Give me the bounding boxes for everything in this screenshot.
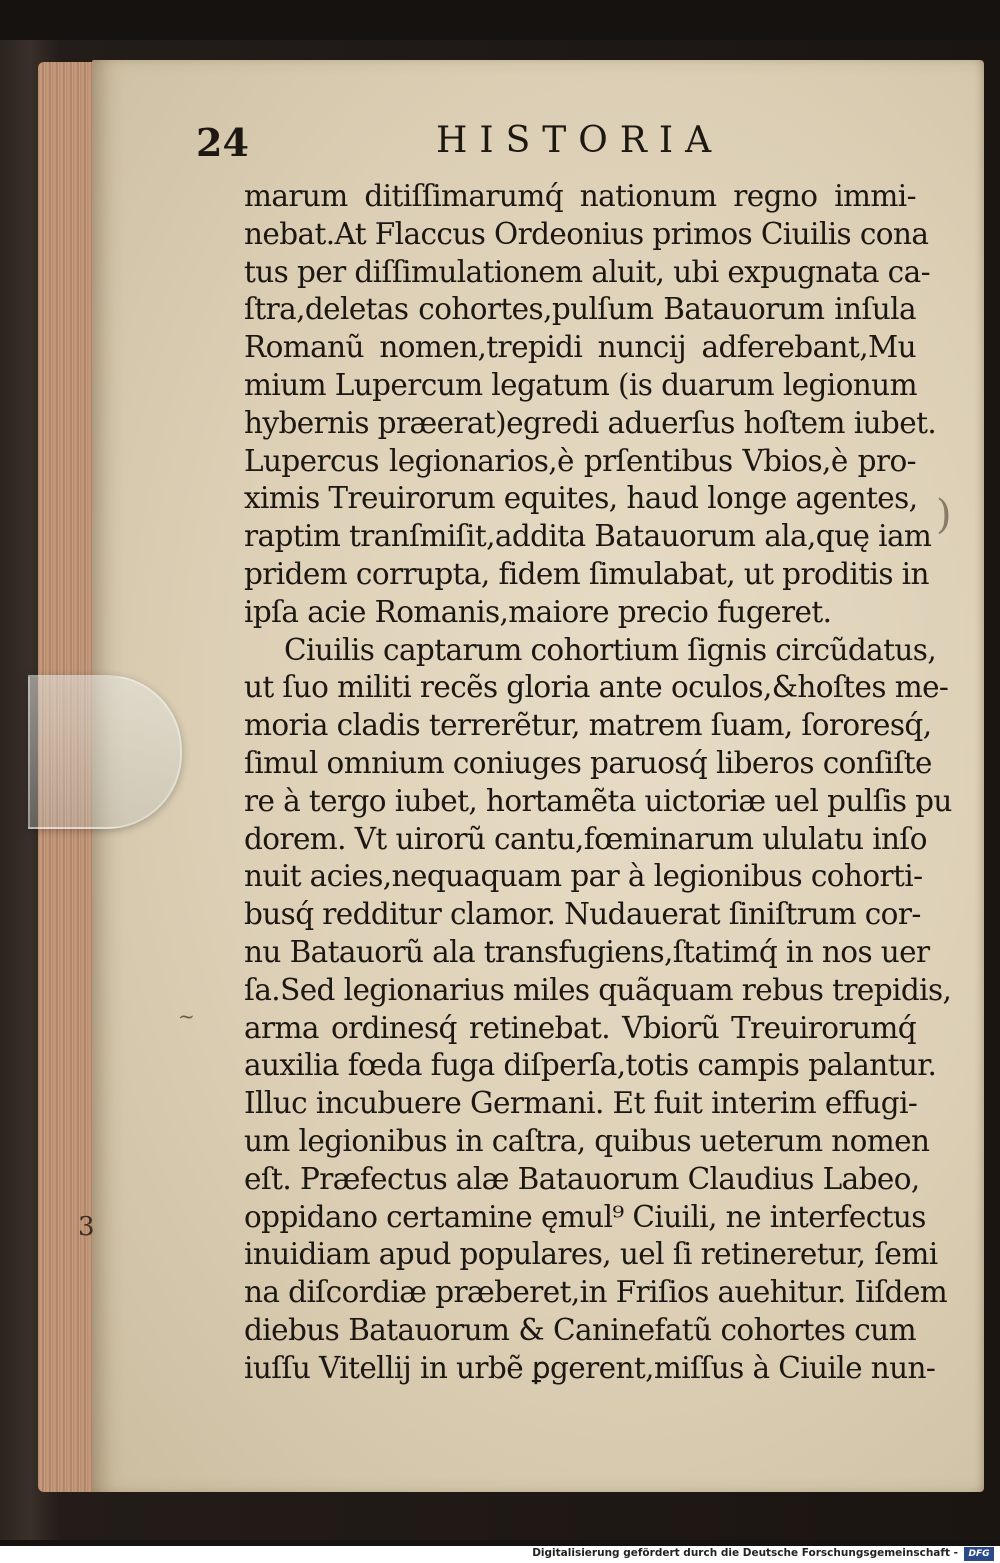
margin-tilde: ~	[178, 1004, 195, 1028]
page-header	[196, 120, 916, 168]
text-line: tus per diſſimulationem aluit, ubi expugnata ca-	[244, 254, 930, 289]
dfg-logo: DFG	[964, 1547, 994, 1561]
text-line: nebat.At Flaccus Ordeonius primos Ciuilis cona	[244, 216, 929, 251]
text-line: marum ditiſſimarumq́ nationum regno immi-	[244, 179, 916, 213]
text-line: Romanũ nomen,trepidi nuncij adferebant,Mu	[244, 330, 916, 365]
text-line: ſimul omnium coniuges paruosq́ liberos conſiſte	[244, 745, 932, 780]
page-number: 24	[196, 120, 249, 165]
text-line: nu Batauorũ ala transfugiens,ſtatimq́ in nos uer	[244, 934, 930, 969]
text-line: moria cladis terrerẽtur, matrem ſuam, ſororesq́,	[244, 708, 932, 743]
page-clip	[28, 675, 182, 829]
text-line: hybernis præerat)egredi aduerſus hoſtem iubet.	[244, 405, 937, 440]
text-line: mium Lupercum legatum (is duarum legionum	[244, 367, 917, 402]
text-line: re à tergo iubet, hortamẽta uictoriæ uel pulſis pu	[244, 783, 952, 818]
text-line: dorem. Vt uirorũ cantu,fœminarum ululatu inſo	[244, 821, 927, 856]
text-line: pridem corrupta, fidem ſimulabat, ut proditis in	[244, 556, 929, 591]
text-line: ximis Treuirorum equites, haud longe agentes,	[244, 481, 918, 516]
text-line: nuit acies,nequaquam par à legionibus cohorti-	[244, 859, 923, 894]
text-line: diebus Batauorum & Caninefatũ cohortes cum	[244, 1312, 916, 1347]
margin-paren: )	[936, 492, 952, 538]
text-line: eſt. Præfectus alæ Batauorum Claudius Labeo,	[244, 1161, 920, 1196]
text-block	[244, 178, 952, 1388]
text-line: ut ſuo militi recẽs gloria ante oculos,&hoſtes me-	[244, 670, 949, 705]
text-line: um legionibus in caſtra, quibus ueterum nomen	[244, 1123, 930, 1158]
text-line: oppidano certamine ęmul⁹ Ciuili, ne interfectus	[244, 1199, 926, 1234]
text-line: arma ordinesq́ retinebat. Vbiorũ Treuirorumq́	[244, 1010, 916, 1045]
text-line: ſtra,deletas cohortes,pulſum Batauorum inſula	[244, 292, 916, 327]
text-line: ipſa acie Romanis,maiore precio fugeret.	[244, 594, 832, 629]
text-line: ſa.Sed legionarius miles quãquam rebus trepidis,	[244, 972, 952, 1007]
text-line: auxilia fœda fuga diſperſa,totis campis palantur.	[244, 1048, 937, 1083]
margin-mark: 3	[78, 1212, 95, 1242]
running-title: HISTORIA	[436, 120, 724, 161]
text-line: Lupercus legionarios,è prſentibus Vbios,è pro-	[244, 443, 916, 478]
text-line: iuſſu Vitellij in urbẽ ꝑgerent,miſſus à Ciuile nun-	[244, 1350, 936, 1385]
text-line: Illuc incubuere Germani. Et fuit interim effugi-	[244, 1086, 918, 1121]
text-line: inuidiam apud populares, uel ſi retineretur, ſemi	[244, 1237, 938, 1272]
footer-credit: Digitalisierung gefördert durch die Deutsche Forschungsgemeinschaft -	[532, 1547, 958, 1559]
text-line: na diſcordiæ præberet,in Friſios auehitur. Iiſdem	[244, 1275, 948, 1310]
text-line: Ciuilis captarum cohortium ſignis circũdatus,	[284, 632, 937, 667]
footer-bar	[0, 1546, 1000, 1563]
text-line: busq́ redditur clamor. Nudauerat ſiniſtrum cor-	[244, 897, 921, 932]
text-line: raptim tranſmiſit,addita Batauorum ala,quę iam	[244, 519, 932, 554]
